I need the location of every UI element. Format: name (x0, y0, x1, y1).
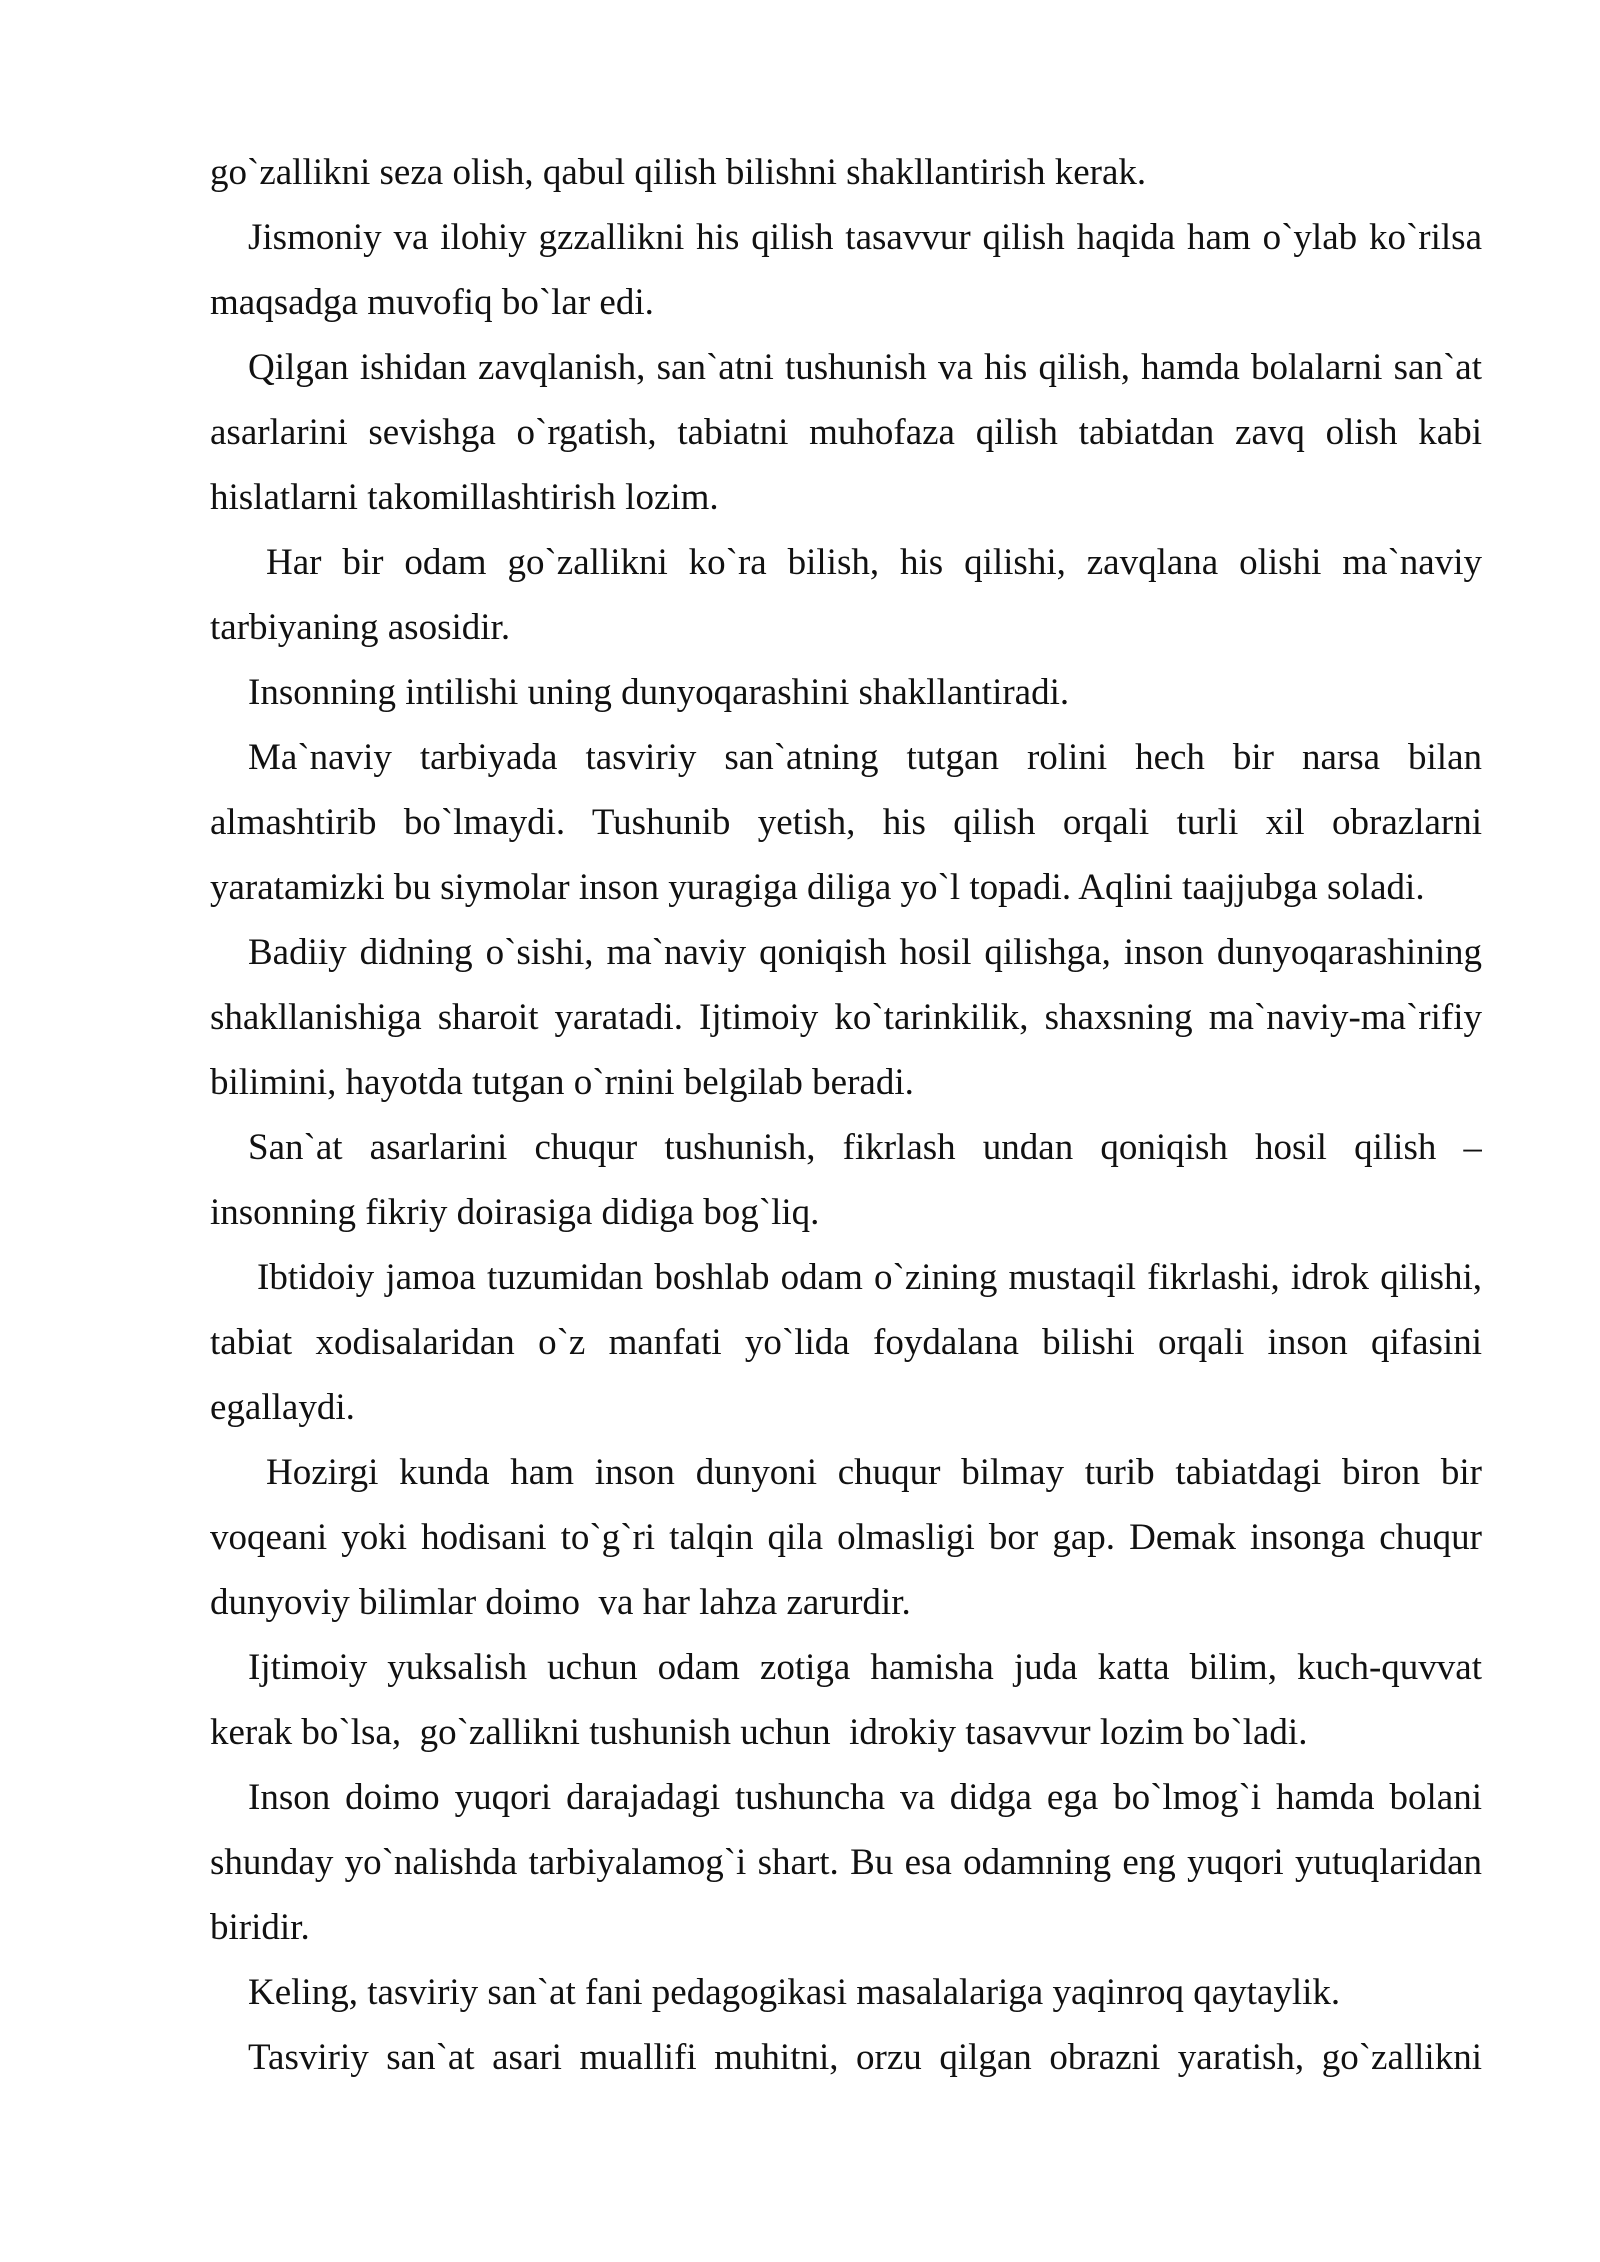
text-line: asarlarini sevishga o`rgatish, tabiatni muhofaza qilish tabiatdan zavq olish kabi (210, 412, 1482, 453)
text-line: Ma`naviy tarbiyada tasviriy san`atning tutgan rolini hech bir narsa bilan (248, 737, 1482, 778)
text-line: hislatlarni takomillashtirish lozim. (210, 477, 719, 518)
text-line: egallaydi. (210, 1387, 355, 1428)
paragraph (210, 1960, 1482, 2025)
paragraph (210, 725, 1482, 920)
paragraph (210, 1765, 1482, 1960)
paragraph (210, 660, 1482, 725)
text-line: maqsadga muvofiq bo`lar edi. (210, 282, 654, 323)
text-line: tabiat xodisalaridan o`z manfati yo`lida foydalana bilishi orqali inson qifasini (210, 1322, 1482, 1363)
text-line: shunday yo`nalishda tarbiyalamog`i shart. Bu esa odamning eng yuqori yutuqlaridan (210, 1842, 1482, 1883)
paragraph (210, 2025, 1482, 2090)
paragraph (210, 1635, 1482, 1765)
text-line: Har bir odam go`zallikni ko`ra bilish, his qilishi, zavqlana olishi ma`naviy (266, 542, 1482, 583)
text-line: yaratamizki bu siymolar inson yuragiga diliga yo`l topadi. Aqlini taajjubga soladi. (210, 867, 1425, 908)
body-text (210, 140, 1482, 2090)
paragraph (210, 205, 1482, 335)
text-line: tarbiyaning asosidir. (210, 607, 511, 648)
text-line: Inson doimo yuqori darajadagi tushuncha va didga ega bo`lmog`i hamda bolani (248, 1777, 1482, 1818)
paragraph (210, 530, 1482, 660)
text-line: shakllanishiga sharoit yaratadi. Ijtimoiy ko`tarinkilik, shaxsning ma`naviy-ma`rifiy (210, 997, 1482, 1038)
text-line: Tasviriy san`at asari muallifi muhitni, orzu qilgan obrazni yaratish, go`zallikni (248, 2037, 1482, 2078)
text-line: Ijtimoiy yuksalish uchun odam zotiga hamisha juda katta bilim, kuch-quvvat (248, 1647, 1482, 1688)
text-line: Qilgan ishidan zavqlanish, san`atni tushunish va his qilish, hamda bolalarni san`at (248, 347, 1482, 388)
text-line: Insonning intilishi uning dunyoqarashini shakllantiradi. (248, 672, 1070, 713)
text-line: voqeani yoki hodisani to`g`ri talqin qila olmasligi bor gap. Demak insonga chuqur (210, 1517, 1482, 1558)
text-line: Hozirgi kunda ham inson dunyoni chuqur bilmay turib tabiatdagi biron bir (266, 1452, 1482, 1493)
text-line: Keling, tasviriy san`at fani pedagogikasi masalalariga yaqinroq qaytaylik. (248, 1972, 1341, 2013)
paragraph (210, 335, 1482, 530)
text-line: kerak bo`lsa, go`zallikni tushunish uchun idrokiy tasavvur lozim bo`ladi. (210, 1712, 1308, 1753)
paragraph (210, 1245, 1482, 1440)
text-line: go`zallikni seza olish, qabul qilish bilishni shakllantirish kerak. (210, 152, 1147, 193)
text-line: insonning fikriy doirasiga didiga bog`liq. (210, 1192, 820, 1233)
paragraph (210, 1115, 1482, 1245)
text-line: San`at asarlarini chuqur tushunish, fikrlash undan qoniqish hosil qilish – (248, 1127, 1482, 1168)
paragraph (210, 920, 1482, 1115)
paragraph (210, 140, 1482, 205)
paragraph (210, 1440, 1482, 1635)
text-line: Badiiy didning o`sishi, ma`naviy qoniqish hosil qilishga, inson dunyoqarashining (248, 932, 1482, 973)
text-line: Ibtidoiy jamoa tuzumidan boshlab odam o`zining mustaqil fikrlashi, idrok qilishi, (257, 1257, 1482, 1298)
text-line: Jismoniy va ilohiy gzzallikni his qilish tasavvur qilish haqida ham o`ylab ko`rilsa (248, 217, 1482, 258)
text-line: bilimini, hayotda tutgan o`rnini belgilab beradi. (210, 1062, 914, 1103)
text-line: dunyoviy bilimlar doimo va har lahza zarurdir. (210, 1582, 911, 1623)
text-line: biridir. (210, 1907, 310, 1948)
text-line: almashtirib bo`lmaydi. Tushunib yetish, his qilish orqali turli xil obrazlarni (210, 802, 1482, 843)
